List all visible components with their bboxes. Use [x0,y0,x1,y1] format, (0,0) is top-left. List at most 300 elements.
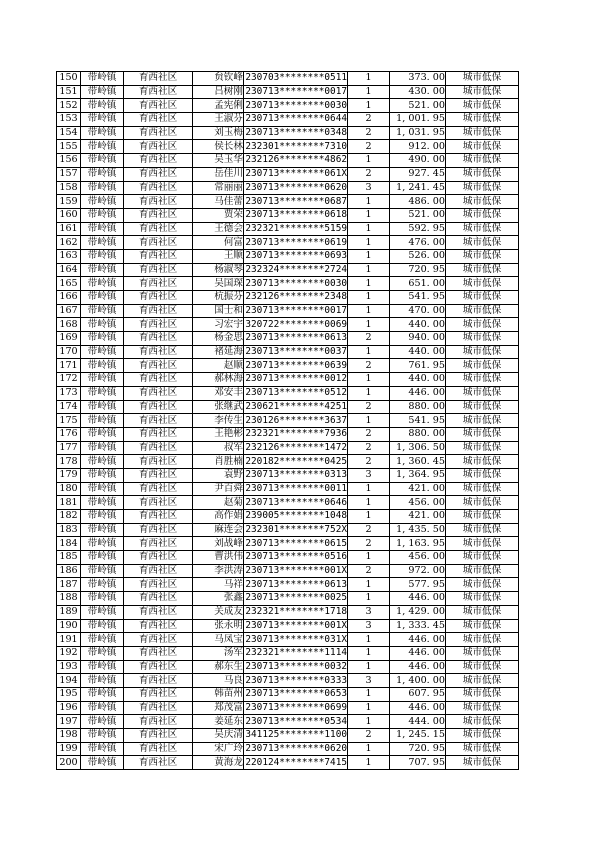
id-number-cell: 232321********7936 [245,428,347,440]
name-cell: 韩苗州 [193,687,244,701]
id-number-cell: 232324********2724 [245,263,347,275]
table-row [57,619,519,633]
table-row [57,633,519,647]
community-cell: 育西社区 [124,756,193,770]
table-row [57,715,519,729]
table-row [57,660,519,674]
amount-cell: 456. 00 [390,551,446,565]
assistance-type-cell: 城市低保 [446,715,519,729]
row-number-cell: 194 [57,674,81,688]
id-number-cell: 230713********0348 [245,127,347,139]
assistance-type-cell: 城市低保 [446,537,519,551]
household-count-cell: 3 [348,674,390,688]
assistance-type-cell: 城市低保 [446,633,519,647]
town-cell: 带岭镇 [81,729,124,743]
town-cell: 带岭镇 [81,715,124,729]
table-row [57,154,519,168]
assistance-type-cell: 城市低保 [446,619,519,633]
community-cell: 育西社区 [124,304,193,318]
town-cell: 带岭镇 [81,208,124,222]
row-number-cell: 151 [57,85,81,99]
id-number-cell: 230713********0646 [245,496,347,508]
household-count-cell: 1 [348,85,390,99]
assistance-type-cell: 城市低保 [446,249,519,263]
amount-cell: 470. 00 [390,304,446,318]
assistance-type-cell: 城市低保 [446,441,519,455]
assistance-type-cell: 城市低保 [446,154,519,168]
amount-cell: 577. 95 [390,578,446,592]
town-cell: 带岭镇 [81,756,124,770]
name-cell: 麻连会 [193,523,244,537]
table-row [57,359,519,373]
amount-cell: 592. 95 [390,222,446,236]
id-number-cell: 230713********0699 [245,701,347,713]
assistance-type-cell: 城市低保 [446,496,519,510]
table-row [57,646,519,660]
amount-cell: 651. 00 [390,277,446,291]
id-number-cell: 239005********1048 [245,510,347,522]
table-row [57,729,519,743]
assistance-type-cell: 城市低保 [446,729,519,743]
household-count-cell: 1 [348,742,390,756]
town-cell: 带岭镇 [81,126,124,140]
name-cell: 王顺 [193,249,244,263]
town-cell: 带岭镇 [81,386,124,400]
row-number-cell: 150 [57,72,81,86]
name-cell: 王淑芬 [193,113,244,127]
id-number-cell: 232126********1472 [245,441,347,453]
town-cell: 带岭镇 [81,318,124,332]
id-number-cell: 230713********0025 [245,592,347,604]
assistance-type-cell: 城市低保 [446,113,519,127]
row-number-cell: 190 [57,619,81,633]
amount-cell: 1, 360. 45 [390,455,446,469]
name-cell: 国士和 [193,304,244,318]
community-cell: 育西社区 [124,72,193,86]
household-count-cell: 1 [348,701,390,715]
assistance-type-cell: 城市低保 [446,222,519,236]
name-cell: 黄海龙 [193,756,244,770]
amount-cell: 707. 95 [390,756,446,770]
household-count-cell: 1 [348,72,390,86]
name-cell: 马祥 [193,578,244,592]
row-number-cell: 165 [57,277,81,291]
household-count-cell: 3 [348,181,390,195]
town-cell: 带岭镇 [81,564,124,578]
id-number-cell: 230713********0037 [245,346,347,358]
community-cell: 育西社区 [124,523,193,537]
id-number-cell: 230713********0618 [245,209,347,221]
table-row [57,400,519,414]
household-count-cell: 2 [348,537,390,551]
row-number-cell: 175 [57,414,81,428]
name-cell: 赵菊 [193,496,244,510]
community-cell: 育西社区 [124,496,193,510]
name-cell: 李洪涛 [193,564,244,578]
community-cell: 育西社区 [124,482,193,496]
amount-cell: 521. 00 [390,99,446,113]
name-cell: 吴玉华 [193,154,244,168]
table-row [57,605,519,619]
name-cell: 吴庆清 [193,729,244,743]
table-row [57,482,519,496]
assistance-type-cell: 城市低保 [446,373,519,387]
name-cell: 马佳蕾 [193,195,244,209]
id-number-cell: 230713********0613 [245,332,347,344]
amount-cell: 972. 00 [390,564,446,578]
assistance-type-cell: 城市低保 [446,167,519,181]
row-number-cell: 193 [57,660,81,674]
row-number-cell: 169 [57,332,81,346]
id-number-cell: 230713********0313 [245,469,347,481]
row-number-cell: 182 [57,510,81,524]
table-row [57,277,519,291]
table-row [57,195,519,209]
table-row [57,291,519,305]
amount-cell: 440. 00 [390,373,446,387]
town-cell: 带岭镇 [81,113,124,127]
household-count-cell: 3 [348,605,390,619]
community-cell: 育西社区 [124,345,193,359]
id-number-cell: 230713********0534 [245,715,347,727]
town-cell: 带岭镇 [81,400,124,414]
town-cell: 带岭镇 [81,373,124,387]
amount-cell: 912. 00 [390,140,446,154]
town-cell: 带岭镇 [81,510,124,524]
town-cell: 带岭镇 [81,427,124,441]
name-cell: 高作娟 [193,510,244,524]
community-cell: 育西社区 [124,510,193,524]
amount-cell: 1, 306. 50 [390,441,446,455]
community-cell: 育西社区 [124,537,193,551]
town-cell: 带岭镇 [81,674,124,688]
community-cell: 育西社区 [124,386,193,400]
town-cell: 带岭镇 [81,85,124,99]
assistance-type-cell: 城市低保 [446,756,519,770]
assistance-type-cell: 城市低保 [446,742,519,756]
household-count-cell: 1 [348,208,390,222]
id-number-cell: 232321********1718 [245,606,347,618]
household-count-cell: 1 [348,633,390,647]
household-count-cell: 2 [348,126,390,140]
name-cell: 习宏宇 [193,318,244,332]
household-count-cell: 2 [348,167,390,181]
row-number-cell: 176 [57,427,81,441]
amount-cell: 421. 00 [390,510,446,524]
household-count-cell: 1 [348,345,390,359]
table-row [57,578,519,592]
amount-cell: 720. 95 [390,742,446,756]
table-row [57,345,519,359]
name-cell: 王德会 [193,222,244,236]
assistance-type-cell: 城市低保 [446,345,519,359]
town-cell: 带岭镇 [81,263,124,277]
id-number-cell: 232321********1114 [245,647,347,659]
amount-cell: 1, 031. 95 [390,126,446,140]
amount-cell: 446. 00 [390,633,446,647]
household-count-cell: 1 [348,195,390,209]
assistance-type-cell: 城市低保 [446,140,519,154]
row-number-cell: 188 [57,592,81,606]
household-count-cell: 1 [348,687,390,701]
town-cell: 带岭镇 [81,222,124,236]
household-count-cell: 2 [348,359,390,373]
household-count-cell: 1 [348,482,390,496]
name-cell: 侯长林 [193,140,244,154]
table-row [57,701,519,715]
row-number-cell: 153 [57,113,81,127]
town-cell: 带岭镇 [81,441,124,455]
row-number-cell: 171 [57,359,81,373]
amount-cell: 1, 400. 00 [390,674,446,688]
household-count-cell: 1 [348,222,390,236]
id-number-cell: 230713********0639 [245,359,347,371]
name-cell: 刘战峰 [193,537,244,551]
name-cell: 邓安丰 [193,386,244,400]
id-number-cell: 220182********0425 [245,455,347,467]
community-cell: 育西社区 [124,742,193,756]
community-cell: 育西社区 [124,592,193,606]
table-row [57,373,519,387]
table-row [57,592,519,606]
table-row [57,523,519,537]
town-cell: 带岭镇 [81,578,124,592]
assistance-type-cell: 城市低保 [446,427,519,441]
name-cell: 肖胜楠 [193,455,244,469]
community-cell: 育西社区 [124,441,193,455]
id-number-cell: 230713********0613 [245,578,347,590]
town-cell: 带岭镇 [81,304,124,318]
row-number-cell: 195 [57,687,81,701]
community-cell: 育西社区 [124,181,193,195]
amount-cell: 446. 00 [390,592,446,606]
name-cell: 贠钦峰 [193,72,244,86]
town-cell: 带岭镇 [81,72,124,86]
row-number-cell: 152 [57,99,81,113]
household-count-cell: 1 [348,236,390,250]
town-cell: 带岭镇 [81,455,124,469]
assistance-type-cell: 城市低保 [446,468,519,482]
amount-cell: 444. 00 [390,715,446,729]
table-row [57,332,519,346]
community-cell: 育西社区 [124,154,193,168]
community-cell: 育西社区 [124,277,193,291]
row-number-cell: 189 [57,605,81,619]
assistance-type-cell: 城市低保 [446,674,519,688]
community-cell: 育西社区 [124,373,193,387]
name-cell: 何富 [193,236,244,250]
beneficiary-table [56,71,519,770]
amount-cell: 446. 00 [390,660,446,674]
table-row [57,167,519,181]
table-row [57,99,519,113]
id-number-cell: 230713********0333 [245,674,347,686]
community-cell: 育西社区 [124,359,193,373]
amount-cell: 1, 435. 50 [390,523,446,537]
amount-cell: 486. 00 [390,195,446,209]
town-cell: 带岭镇 [81,154,124,168]
table-row [57,537,519,551]
row-number-cell: 196 [57,701,81,715]
row-number-cell: 183 [57,523,81,537]
town-cell: 带岭镇 [81,332,124,346]
household-count-cell: 2 [348,427,390,441]
id-number-cell: 230713********061X [245,168,347,180]
table-row [57,496,519,510]
id-number-cell: 230713********0620 [245,743,347,755]
assistance-type-cell: 城市低保 [446,318,519,332]
row-number-cell: 180 [57,482,81,496]
name-cell: 杭振芬 [193,291,244,305]
amount-cell: 440. 00 [390,345,446,359]
amount-cell: 490. 00 [390,154,446,168]
id-number-cell: 230713********0017 [245,305,347,317]
household-count-cell: 1 [348,578,390,592]
amount-cell: 1, 429. 00 [390,605,446,619]
table-row [57,304,519,318]
name-cell: 褚延海 [193,345,244,359]
town-cell: 带岭镇 [81,359,124,373]
household-count-cell: 1 [348,551,390,565]
town-cell: 带岭镇 [81,277,124,291]
town-cell: 带岭镇 [81,414,124,428]
name-cell: 张继武 [193,400,244,414]
household-count-cell: 1 [348,304,390,318]
community-cell: 育西社区 [124,208,193,222]
id-number-cell: 230621********4251 [245,400,347,412]
table-row [57,756,519,770]
assistance-type-cell: 城市低保 [446,510,519,524]
table-row [57,468,519,482]
community-cell: 育西社区 [124,113,193,127]
amount-cell: 456. 00 [390,496,446,510]
name-cell: 张鑫 [193,592,244,606]
community-cell: 育西社区 [124,167,193,181]
community-cell: 育西社区 [124,291,193,305]
household-count-cell: 2 [348,441,390,455]
name-cell: 郝东生 [193,660,244,674]
id-number-cell: 220124********7415 [245,756,347,768]
row-number-cell: 177 [57,441,81,455]
community-cell: 育西社区 [124,578,193,592]
household-count-cell: 3 [348,468,390,482]
name-cell: 郑茂富 [193,701,244,715]
assistance-type-cell: 城市低保 [446,85,519,99]
row-number-cell: 160 [57,208,81,222]
name-cell: 杨淑琴 [193,263,244,277]
town-cell: 带岭镇 [81,551,124,565]
assistance-type-cell: 城市低保 [446,592,519,606]
name-cell: 宋广玲 [193,742,244,756]
name-cell: 马良 [193,674,244,688]
household-count-cell: 2 [348,523,390,537]
community-cell: 育西社区 [124,633,193,647]
row-number-cell: 191 [57,633,81,647]
row-number-cell: 192 [57,646,81,660]
id-number-cell: 230713********0619 [245,236,347,248]
id-number-cell: 230703********0511 [245,72,347,84]
id-number-cell: 230713********0012 [245,373,347,385]
town-cell: 带岭镇 [81,99,124,113]
community-cell: 育西社区 [124,674,193,688]
name-cell: 马凤宝 [193,633,244,647]
id-number-cell: 232301********752X [245,524,347,536]
assistance-type-cell: 城市低保 [446,332,519,346]
assistance-type-cell: 城市低保 [446,208,519,222]
table-row [57,551,519,565]
assistance-type-cell: 城市低保 [446,551,519,565]
town-cell: 带岭镇 [81,496,124,510]
assistance-type-cell: 城市低保 [446,687,519,701]
assistance-type-cell: 城市低保 [446,578,519,592]
table-row [57,236,519,250]
id-number-cell: 230713********0620 [245,181,347,193]
name-cell: 郝林海 [193,373,244,387]
community-cell: 育西社区 [124,551,193,565]
amount-cell: 607. 95 [390,687,446,701]
community-cell: 育西社区 [124,140,193,154]
id-number-cell: 320722********0069 [245,318,347,330]
community-cell: 育西社区 [124,414,193,428]
community-cell: 育西社区 [124,263,193,277]
row-number-cell: 154 [57,126,81,140]
amount-cell: 526. 00 [390,249,446,263]
town-cell: 带岭镇 [81,249,124,263]
household-count-cell: 2 [348,400,390,414]
community-cell: 育西社区 [124,687,193,701]
town-cell: 带岭镇 [81,291,124,305]
household-count-cell: 1 [348,510,390,524]
id-number-cell: 230713********0516 [245,551,347,563]
id-number-cell: 230713********0017 [245,86,347,98]
table-row [57,386,519,400]
assistance-type-cell: 城市低保 [446,72,519,86]
household-count-cell: 1 [348,414,390,428]
name-cell: 常丽丽 [193,181,244,195]
community-cell: 育西社区 [124,222,193,236]
amount-cell: 446. 00 [390,646,446,660]
id-number-cell: 230713********001X [245,619,347,631]
town-cell: 带岭镇 [81,537,124,551]
household-count-cell: 1 [348,386,390,400]
table-row [57,427,519,441]
id-number-cell: 230126********3637 [245,414,347,426]
row-number-cell: 199 [57,742,81,756]
household-count-cell: 1 [348,715,390,729]
name-cell: 王艳彬 [193,427,244,441]
town-cell: 带岭镇 [81,181,124,195]
amount-cell: 1, 364. 95 [390,468,446,482]
row-number-cell: 159 [57,195,81,209]
row-number-cell: 162 [57,236,81,250]
name-cell: 刘玉梅 [193,126,244,140]
name-cell: 姜延东 [193,715,244,729]
id-number-cell: 230713********0615 [245,537,347,549]
household-count-cell: 1 [348,496,390,510]
id-number-cell: 232126********2348 [245,291,347,303]
id-number-cell: 230713********0030 [245,99,347,111]
assistance-type-cell: 城市低保 [446,414,519,428]
name-cell: 尹百舜 [193,482,244,496]
assistance-type-cell: 城市低保 [446,126,519,140]
community-cell: 育西社区 [124,715,193,729]
name-cell: 关成友 [193,605,244,619]
assistance-type-cell: 城市低保 [446,523,519,537]
name-cell: 袁野 [193,468,244,482]
household-count-cell: 1 [348,756,390,770]
town-cell: 带岭镇 [81,701,124,715]
assistance-type-cell: 城市低保 [446,605,519,619]
